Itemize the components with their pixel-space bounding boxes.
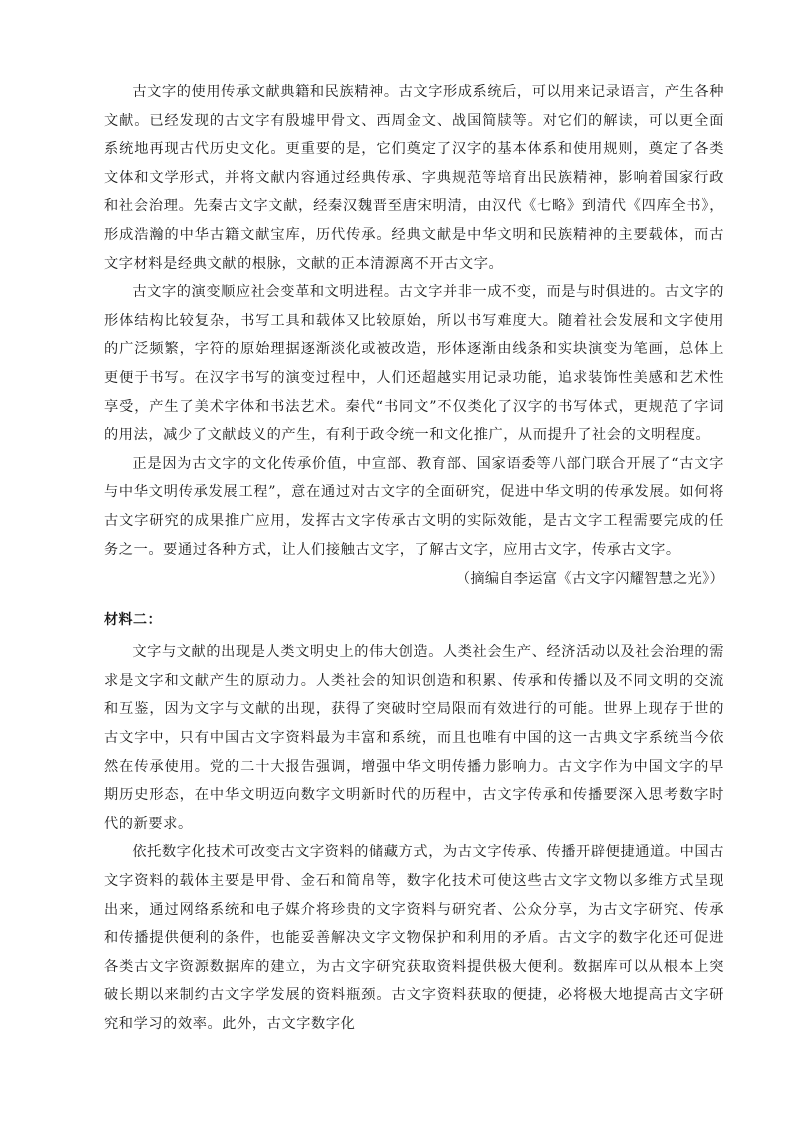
material1-paragraph-1: 古文字的使用传承文献典籍和民族精神。古文字形成系统后，可以用来记录语言，产生各种文献。已经发现的古文字有殷墟甲骨文、西周金文、战国简牍等。对它们的解读，可以更全面系统地再现古代历史文化。更重要的是，它们奠定了汉字的基本体系和使用规则，奠定了各类文体和文学形式，并将文献内容通过经典传承、字典规范等培育出民族精神，影响着国家行政和社会治理。先秦古文字文献，经秦汉魏晋至唐宋明清，由汉代《七略》到清代《四库全书》，形成浩瀚的中华古籍文献宝库，历代传承。经典文献是中华文明和民族精神的主要载体，而古文字材料是经典文献的根脉，文献的正本清源离不开古文字。 bbox=[104, 84, 724, 272]
material1-paragraph-3: 正是因为古文字的文化传承价值，中宣部、教育部、国家语委等八部门联合开展了“古文字与中华文明传承发展工程”，意在通过对古文字的全面研究，促进中华文明的传承发展。如何将古文字研究的成果推广应用，发挥古文字传承古文明的实际效能，是古文字工程需要完成的任务之一。要通过各种方式，让人们接触古文字，了解古文字，应用古文字，传承古文字。 bbox=[104, 455, 724, 558]
material2-paragraph-1: 文字与文献的出现是人类文明史上的伟大创造。人类社会生产、经济活动以及社会治理的需求是文字和文献产生的原动力。人类社会的知识创造和积累、传承和传播以及不同文明的交流和互鉴，因为文字与文献的出现，获得了突破时空局限而有效进行的可能。世界上现存于世的古文字中，只有中国古文字资料最为丰富和系统，而且也唯有中国的这一古典文字系统当今依然在传承使用。党的二十大报告强调，增强中华文明传播力影响力。古文字作为中国文字的早期历史形态，在中华文明迈向数字文明新时代的历程中，古文字传承和传播要深入思考数字时代的新要求。 bbox=[104, 644, 724, 832]
material1-source-citation: （摘编自李运富《古文字闪耀智慧之光》） bbox=[455, 571, 724, 588]
document-page bbox=[104, 78, 724, 1039]
material2-paragraph-2: 依托数字化技术可改变古文字资料的储藏方式，为古文字传承、传播开辟便捷通道。中国古文字资料的载体主要是甲骨、金石和简帛等，数字化技术可使这些古文字文物以多维方式呈现出来，通过网络系统和电子媒介将珍贵的文字资料与研究者、公众分享，为古文字研究、传承和传播提供便利的条件，也能妥善解决文字文物保护和利用的矛盾。古文字的数字化还可促进各类古文字资源数据库的建立，为古文字研究获取资料提供极大便利。数据库可以从根本上突破长期以来制约古文字学发展的资料瓶颈。古文字资料获取的便捷，必将极大地提高古文字研究和学习的效率。此外，古文字数字化 bbox=[104, 844, 724, 1032]
material2-heading: 材料二： bbox=[104, 611, 162, 628]
material1-paragraph-2: 古文字的演变顺应社会变革和文明进程。古文字并非一成不变，而是与时俱进的。古文字的形体结构比较复杂，书写工具和载体又比较原始，所以书写难度大。随着社会发展和文字使用的广泛频繁，字符的原始理据逐渐淡化或被改造，形体逐渐由线条和实块演变为笔画，总体上更便于书写。在汉字书写的演变过程中，人们还超越实用记录功能，追求装饰性美感和艺术性享受，产生了美术字体和书法艺术。秦代“书同文”不仅类化了汉字的书写体式，更规范了字词的用法，减少了文献歧义的产生，有利于政令统一和文化推广，从而提升了社会的文明程度。 bbox=[104, 284, 724, 444]
